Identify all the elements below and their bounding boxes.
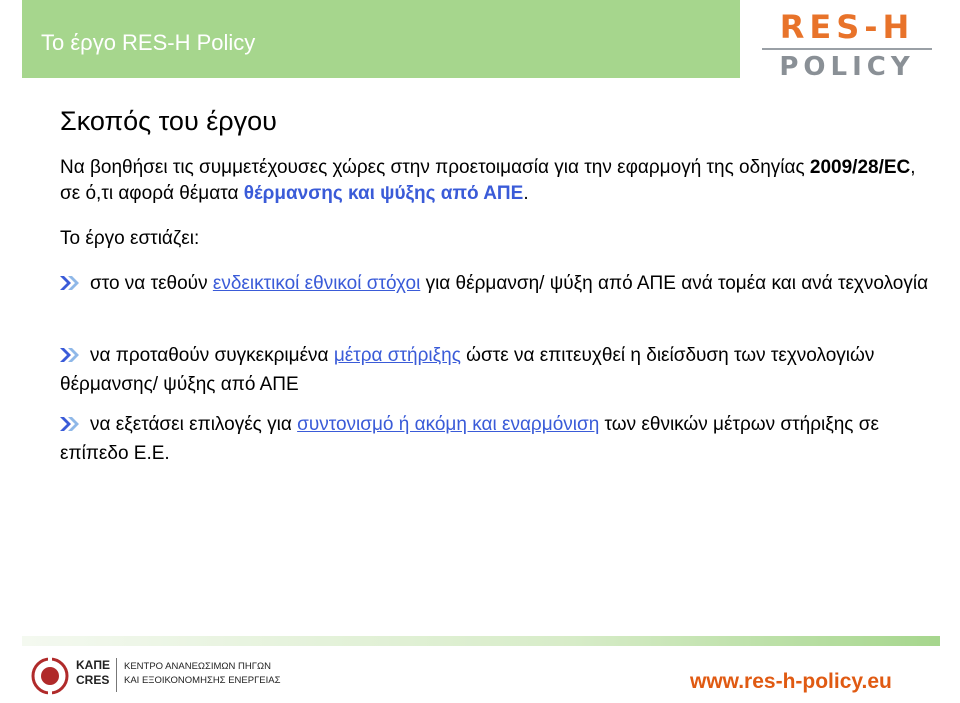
double-arrow-bullet-icon <box>60 416 82 432</box>
cres-acronym: CRES <box>76 673 110 687</box>
logo-policy-text: POLICY <box>779 52 915 82</box>
cres-desc-line-2: ΚΑΙ ΕΞΟΙΚΟΝΟΜΗΣΗΣ ΕΝΕΡΓΕΙΑΣ <box>124 675 281 686</box>
bullet-highlight: ενδεικτικοί εθνικοί στόχοι <box>212 273 421 294</box>
bullet-item <box>60 410 950 468</box>
cres-description <box>124 660 280 688</box>
focus-label: Το έργο εστιάζει: <box>60 228 200 249</box>
intro-text-1: Να βοηθήσει τις συμμετέχουσες χώρες στην προετοιμασία για την εφαρμογή της οδηγίας <box>60 157 810 178</box>
website-link[interactable]: www.res-h-policy.eu <box>690 670 892 693</box>
cres-emblem-icon <box>30 656 70 696</box>
kape-acronym: ΚΑΠΕ <box>76 658 111 672</box>
logo-divider <box>762 48 932 50</box>
footer-gradient-bar <box>22 636 940 646</box>
res-h-policy-logo <box>762 10 932 80</box>
cres-divider <box>116 658 117 692</box>
intro-highlight: θέρμανσης και ψύξης από ΑΠΕ <box>243 183 524 204</box>
double-arrow-bullet-icon <box>60 275 82 291</box>
section-title: Σκοπός του έργου <box>60 106 277 136</box>
bullet-highlight: μέτρα στήριξης <box>333 345 461 366</box>
logo-res-h-text: RES-H <box>779 8 915 46</box>
bullet-text-before: να εξετάσει επιλογές για <box>90 414 298 435</box>
intro-text-2: , σε ό,τι αφορά θέματα <box>60 157 916 204</box>
bullet-item <box>60 341 950 399</box>
bullet-text-before: να προταθούν συγκεκριμένα <box>90 345 334 366</box>
cres-logo <box>30 654 330 698</box>
bullet-text-after: των εθνικών μέτρων στήριξης σε επίπεδο Ε.Ε. <box>60 414 879 464</box>
double-arrow-bullet-icon <box>60 347 82 363</box>
bullet-highlight: συντονισμό ή ακόμη και εναρμόνιση <box>297 414 600 435</box>
cres-short-names <box>76 658 110 688</box>
intro-end: . <box>523 183 529 204</box>
intro-paragraph <box>60 155 940 207</box>
cres-desc-line-1: ΚΕΝΤΡΟ ΑΝΑΝΕΩΣΙΜΩΝ ΠΗΓΩΝ <box>124 661 271 672</box>
slide-title: Το έργο RES-H Policy <box>41 30 256 55</box>
bullet-text-before: στο να τεθούν <box>90 273 213 294</box>
bullet-text-after: ώστε να επιτευχθεί η διείσδυση των τεχνολογιών θέρμανσης/ ψύξης από ΑΠΕ <box>60 345 875 395</box>
bullet-item <box>60 269 950 298</box>
directive-number: 2009/28/EC <box>809 157 911 178</box>
bullet-text-after: για θέρμανση/ ψύξη από ΑΠΕ ανά τομέα και ανά τεχνολογία <box>420 273 929 294</box>
